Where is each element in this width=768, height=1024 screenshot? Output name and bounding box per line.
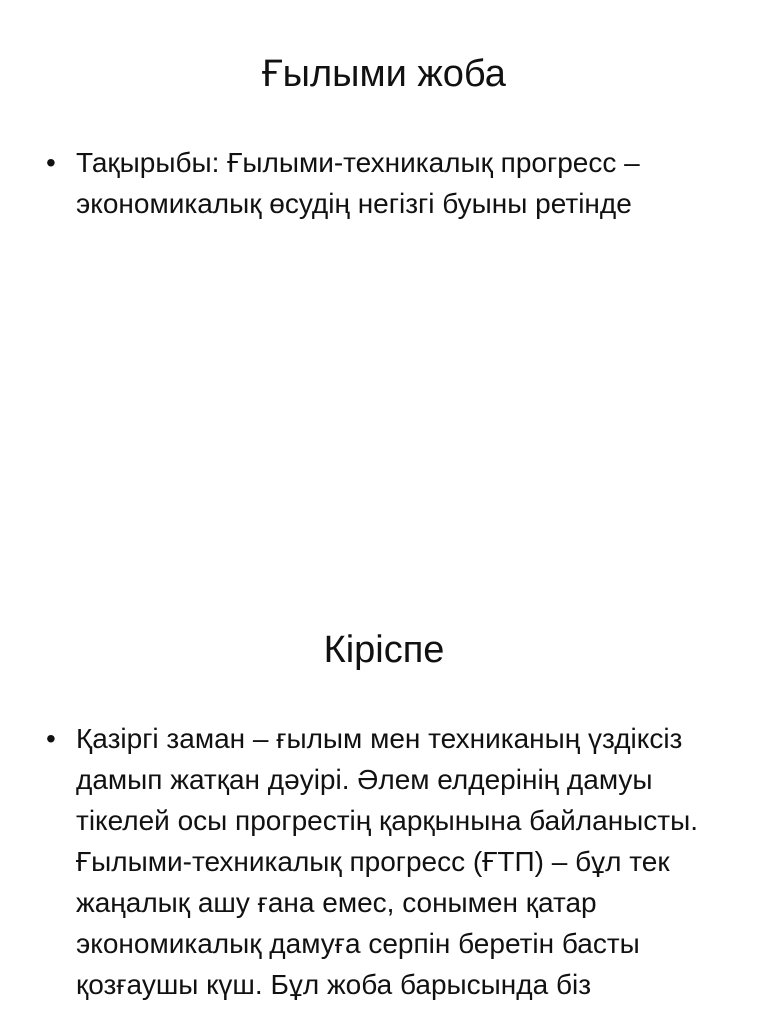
bullet-icon: • — [46, 723, 56, 754]
bullet-item — [44, 142, 724, 224]
bullet-list — [44, 142, 724, 224]
slide-title: Кіріспе — [323, 629, 445, 671]
slide-title: Ғылыми жоба — [262, 53, 506, 95]
bullet-item — [44, 718, 724, 1005]
bullet-icon: • — [46, 147, 56, 178]
bullet-list — [44, 718, 724, 1005]
bullet-text: Қазіргі заман – ғылым мен техниканың үздіксіз дамып жатқан дәуірі. Әлем елдерінің дамуы тікелей осы прогрестің қарқынына байланысты. Ғылыми-техникалық прогресс (ҒТП) – бұл тек жаңалық ашу ғана емес, сонымен қатар экономикалық дамуға серпін беретін басты қозғаушы күш. Бұл жоба барысында біз — [76, 723, 699, 1000]
slide-introduction — [0, 560, 768, 1024]
bullet-text: Тақырыбы: Ғылыми-техникалық прогресс – экономикалық өсудің негізгі буыны ретінде — [76, 147, 640, 219]
